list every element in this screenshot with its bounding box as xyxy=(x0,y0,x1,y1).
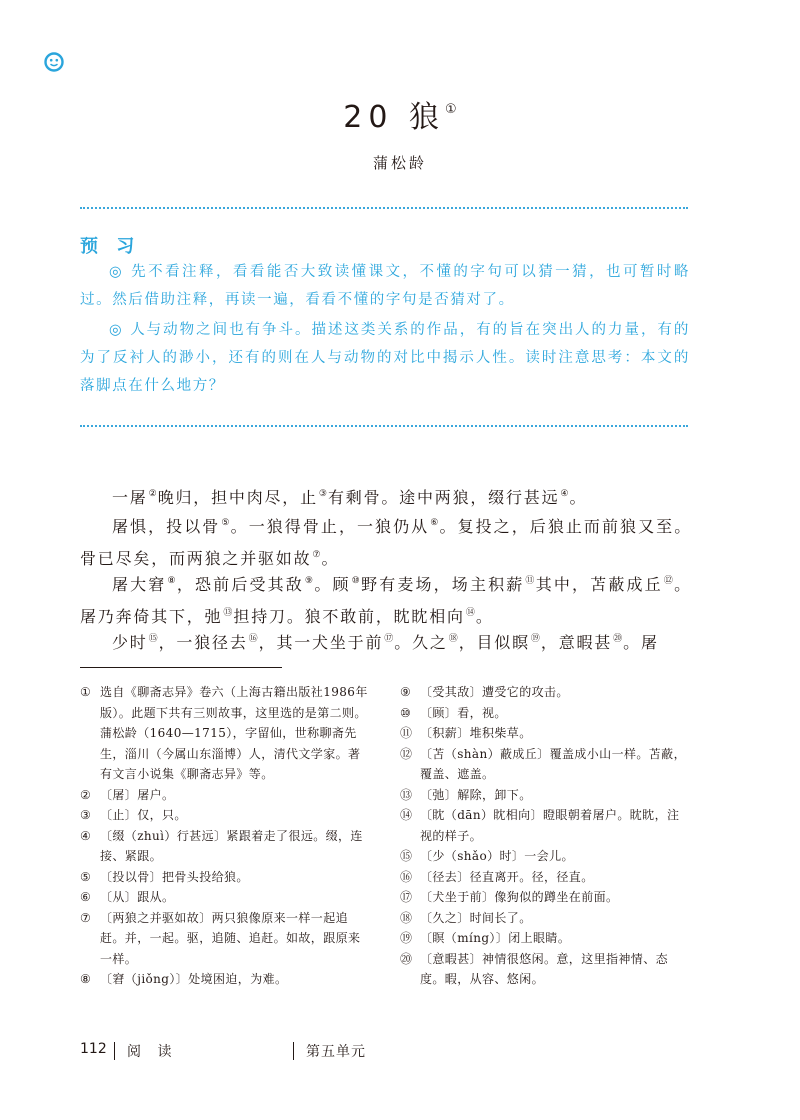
footnote-marker: ⑪ xyxy=(525,576,535,586)
smiley-face-icon xyxy=(44,52,64,72)
footnote-text: 〔从〕跟从。 xyxy=(100,890,175,904)
footnote xyxy=(400,867,690,888)
footnote xyxy=(400,908,690,929)
footnote-number: ⑭ xyxy=(400,808,413,822)
footnote-marker: ② xyxy=(148,489,157,499)
footnote-text: 〔屠〕屠户。 xyxy=(100,787,175,802)
body-text-run: ，意暇甚 xyxy=(540,633,613,652)
footnote xyxy=(400,949,690,990)
footnote-number: ⑩ xyxy=(400,705,412,720)
body-text-run: 。复投之，后狼止而前狼又至。骨已尽矣，而两狼之并驱如故 xyxy=(80,517,692,568)
body-text-run: 担持刀。狼不敢前，眈眈相向 xyxy=(233,607,465,626)
footnote-number: ⑱ xyxy=(400,910,413,925)
footnote-marker: ⑤ xyxy=(221,518,230,528)
body-paragraph-3 xyxy=(80,567,692,631)
footnote-text: 〔径去〕径直离开。径，径直。 xyxy=(420,869,594,884)
footnote xyxy=(400,703,690,724)
footnote-number: ⑦ xyxy=(80,910,92,925)
footnote-number: ⑰ xyxy=(400,890,413,904)
footnote-marker: ⑫ xyxy=(663,576,674,586)
body-text-run: 有剩骨。途中两狼，缀行甚远 xyxy=(327,488,560,507)
body-text-run: 。屠 xyxy=(623,633,659,652)
footnote-marker: ⑲ xyxy=(530,634,540,644)
footnote-number: ⑥ xyxy=(80,890,92,904)
footnote-number: ⑪ xyxy=(400,726,413,740)
preview-paragraph-2: ◎ 人与动物之间也有争斗。描述这类关系的作品，有的旨在突出人的力量，有的为了反衬人的渺小，还有的则在人与动物的对比中揭示人性。读时注意思考：本文的落脚点在什么地方？ xyxy=(80,322,690,394)
dotted-divider-top xyxy=(80,207,688,209)
author-name: 蒲松龄 xyxy=(372,154,427,172)
footnote-marker: ⑯ xyxy=(248,634,258,644)
footnote xyxy=(400,723,690,744)
footnote-number: ⑬ xyxy=(400,787,413,802)
footnote xyxy=(80,785,370,806)
footer-separator xyxy=(114,1042,115,1060)
body-text-run: 晚归，担中肉尽，止 xyxy=(157,488,318,507)
footnote xyxy=(80,826,370,867)
footnote-number: ① xyxy=(80,685,92,699)
footnote-text: 〔瞑（míng）〕闭上眼睛。 xyxy=(420,931,571,945)
footnote xyxy=(80,969,370,990)
body-text-run: ，恐前后受其敌 xyxy=(176,575,304,594)
footnotes-right-column xyxy=(400,682,690,990)
footnote xyxy=(80,867,370,888)
footnote-text: 选自《聊斋志异》卷六（上海古籍出版社1986年版）。此题下共有三则故事，这里选的是第二则。蒲松龄（1640—1715），字留仙，世称聊斋先生，淄川（今属山东淄博）人，清代文学家。著有文言小说集《聊斋志异》等。 xyxy=(100,685,368,781)
footnote-text: 〔受其敌〕遭受它的攻击。 xyxy=(420,685,569,699)
page-number: 112 xyxy=(80,1041,107,1057)
title-note-ref: ① xyxy=(445,102,457,117)
footnote-number: ⑲ xyxy=(400,931,413,945)
footnote-rule xyxy=(80,667,282,668)
footnote-marker: ⑩ xyxy=(351,576,361,586)
footnote-text: 〔眈（dān）眈相向〕瞪眼朝着屠户。眈眈，注视的样子。 xyxy=(420,808,680,843)
footnote-text: 〔犬坐于前〕像狗似的蹲坐在前面。 xyxy=(420,890,619,904)
footnote-marker: ⑥ xyxy=(430,518,439,528)
footnote xyxy=(400,744,690,785)
body-text-run: 。 xyxy=(475,607,494,626)
footnote-number: ⑮ xyxy=(400,849,413,863)
footnote-number: ⑨ xyxy=(400,685,412,699)
footnote xyxy=(80,682,370,785)
body-paragraph-2 xyxy=(80,509,692,573)
footnote-marker: ⑮ xyxy=(148,634,158,644)
footnote-text: 〔两狼之并驱如故〕两只狼像原来一样一起追赶。并，一起。驱，追随、追赶。如故，跟原来一样。 xyxy=(100,910,361,966)
footnote-text: 〔窘（jiǒng）〕处境困迫，为难。 xyxy=(100,972,288,986)
footnote-text: 〔意暇甚〕神情很悠闲。意，这里指神情、态度。暇，从容、悠闲。 xyxy=(420,951,669,986)
body-text-run: 。 xyxy=(569,488,588,507)
footnote xyxy=(400,846,690,867)
lesson-title-text: 狼 xyxy=(409,100,446,135)
footnote-marker: ③ xyxy=(318,489,327,499)
footnotes-left-column xyxy=(80,682,370,990)
footnote-number: ③ xyxy=(80,808,92,822)
preview-heading: 预 习 xyxy=(80,236,141,257)
footnote xyxy=(400,928,690,949)
lesson-title xyxy=(0,92,800,136)
body-text-run: 。屠乃奔倚其下，弛 xyxy=(80,575,692,626)
footnote xyxy=(80,887,370,908)
footnote-marker: ⑭ xyxy=(465,608,475,618)
footnote xyxy=(400,805,690,846)
body-text-run: 。 xyxy=(321,549,340,568)
body-text-run: 少时 xyxy=(112,633,148,652)
body-paragraph-4 xyxy=(80,625,692,657)
footnote-text: 〔苫（shàn）蔽成丘〕覆盖成小山一样。苫蔽，覆盖、遮盖。 xyxy=(420,746,686,781)
body-text-run: 。顾 xyxy=(314,575,351,594)
body-text-run: 屠惧，投以骨 xyxy=(112,517,221,536)
footnote-number: ④ xyxy=(80,828,92,843)
lesson-number: 20 xyxy=(343,100,394,135)
footnote-marker: ⑳ xyxy=(613,634,623,644)
footnote-number: ② xyxy=(80,787,92,802)
footnote-text: 〔久之〕时间长了。 xyxy=(420,910,532,925)
body-text-run: 野有麦场，场主积薪 xyxy=(361,575,525,594)
footnote-text: 〔缀（zhuì）行甚远〕紧跟着走了很远。缀，连接、紧跟。 xyxy=(100,828,363,863)
footnote-marker: ⑨ xyxy=(304,576,314,586)
body-text-run: 一屠 xyxy=(112,488,148,507)
footnote-text: 〔积薪〕堆积柴草。 xyxy=(420,726,532,740)
dotted-divider-bottom xyxy=(80,425,688,427)
footnote-marker: ⑧ xyxy=(167,576,176,586)
footnote-marker: ⑰ xyxy=(384,634,394,644)
body-text-run: 。一狼得骨止，一狼仍从 xyxy=(230,517,430,536)
footnote-text: 〔投以骨〕把骨头投给狼。 xyxy=(100,869,249,884)
footer-unit-label: 第五单元 xyxy=(306,1044,366,1060)
footnote-text: 〔少（shǎo）时〕一会儿。 xyxy=(420,849,574,863)
footnote-number: ⑫ xyxy=(400,746,413,761)
preview-paragraph-1: ◎ 先不看注释，看看能否大致读懂课文，不懂的字句可以猜一猜，也可暂时略过。然后借助注释，再读一遍，看看不懂的字句是否猜对了。 xyxy=(80,264,690,308)
body-text-run: ，其一犬坐于前 xyxy=(258,633,384,652)
footnote-number: ⑤ xyxy=(80,869,92,884)
body-text-run: 屠大窘 xyxy=(112,575,167,594)
footnote-text: 〔顾〕看，视。 xyxy=(420,705,507,720)
footnote-marker: ⑬ xyxy=(223,608,233,618)
footnote-text: 〔弛〕解除，卸下。 xyxy=(420,787,532,802)
footnote xyxy=(80,805,370,826)
body-paragraph-1 xyxy=(80,480,692,512)
footnote xyxy=(400,785,690,806)
footnote-number: ⑧ xyxy=(80,972,92,986)
footer-section-label: 阅 读 xyxy=(127,1044,178,1060)
body-text-run: 。久之 xyxy=(394,633,448,652)
body-text-run: 其中，苫蔽成丘 xyxy=(535,575,663,594)
footnote xyxy=(80,908,370,970)
footnote-number: ⑳ xyxy=(400,951,413,966)
footnote-text: 〔止〕仅，只。 xyxy=(100,808,187,822)
body-text-run: ，一狼径去 xyxy=(158,633,248,652)
footnote-marker: ⑱ xyxy=(448,634,458,644)
footnote-marker: ④ xyxy=(560,489,569,499)
body-text-run: ，目似瞑 xyxy=(458,633,530,652)
footnote xyxy=(400,682,690,703)
footnote-number: ⑯ xyxy=(400,869,413,884)
footer-separator xyxy=(293,1042,294,1060)
footnote xyxy=(400,887,690,908)
footnote-marker: ⑦ xyxy=(312,550,321,560)
